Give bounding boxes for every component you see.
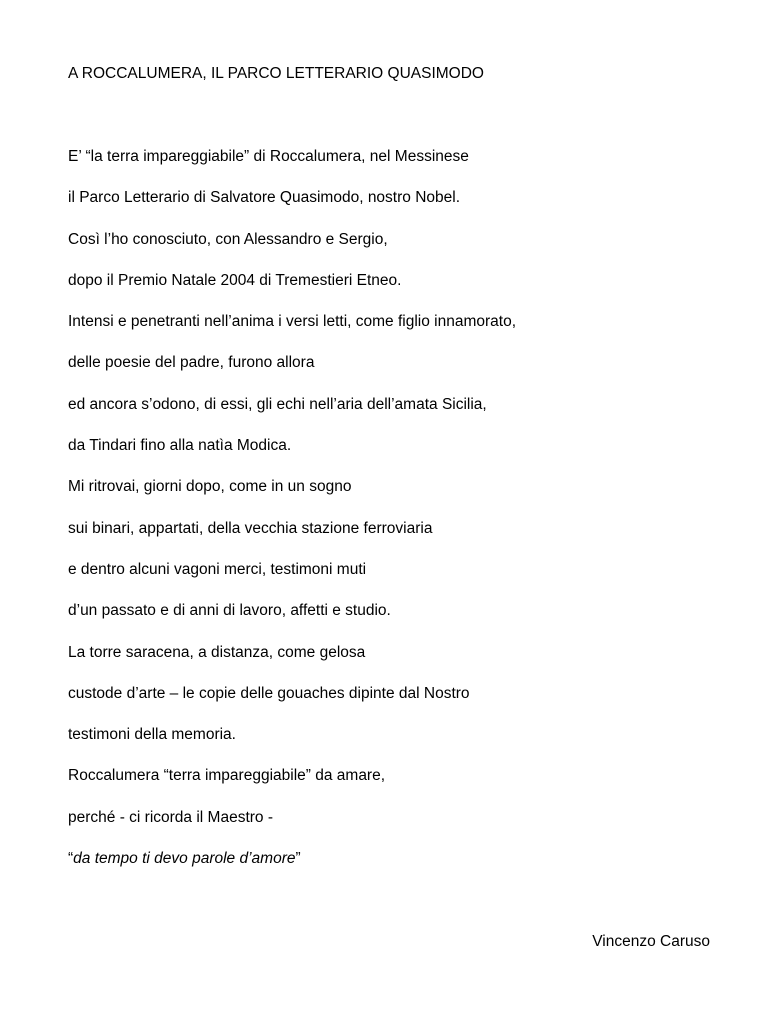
- poem-line: e dentro alcuni vagoni merci, testimoni muti: [68, 560, 367, 578]
- poem-line: da Tindari fino alla natìa Modica.: [68, 437, 292, 455]
- poem-body: [68, 147, 748, 890]
- poem-line: testimoni della memoria.: [68, 726, 236, 744]
- poem-line: Roccalumera “terra impareggiabile” da amare,: [68, 767, 386, 785]
- poem-line: il Parco Letterario di Salvatore Quasimodo, nostro Nobel.: [68, 189, 461, 207]
- italic-quote: da tempo ti devo parole d’amore: [73, 850, 296, 868]
- poem-line: sui binari, appartati, della vecchia stazione ferroviaria: [68, 519, 433, 537]
- poem-line: d’un passato e di anni di lavoro, affetti e studio.: [68, 602, 391, 620]
- close-quote: ”: [295, 850, 301, 868]
- poem-line: dopo il Premio Natale 2004 di Tremestieri Etneo.: [68, 271, 402, 289]
- poem-closing-quote-line: [68, 849, 748, 869]
- poem-line: La torre saracena, a distanza, come gelosa: [68, 643, 366, 661]
- poem-line: delle poesie del padre, furono allora: [68, 354, 315, 372]
- poem-line: Intensi e penetranti nell’anima i versi letti, come figlio innamorato,: [68, 313, 517, 331]
- document-title: A ROCCALUMERA, IL PARCO LETTERARIO QUASIMODO: [68, 65, 484, 82]
- author-signature: Vincenzo Caruso: [592, 933, 710, 950]
- poem-line: perché - ci ricorda il Maestro -: [68, 808, 274, 826]
- poem-line: custode d’arte – le copie delle gouaches dipinte dal Nostro: [68, 684, 470, 702]
- poem-line: Mi ritrovai, giorni dopo, come in un sogno: [68, 478, 352, 496]
- poem-line: Così l’ho conosciuto, con Alessandro e Sergio,: [68, 230, 388, 248]
- poem-line: E’ “la terra impareggiabile” di Roccalumera, nel Messinese: [68, 148, 469, 165]
- open-quote: “: [68, 850, 74, 868]
- poem-line: ed ancora s’odono, di essi, gli echi nell’aria dell’amata Sicilia,: [68, 395, 487, 413]
